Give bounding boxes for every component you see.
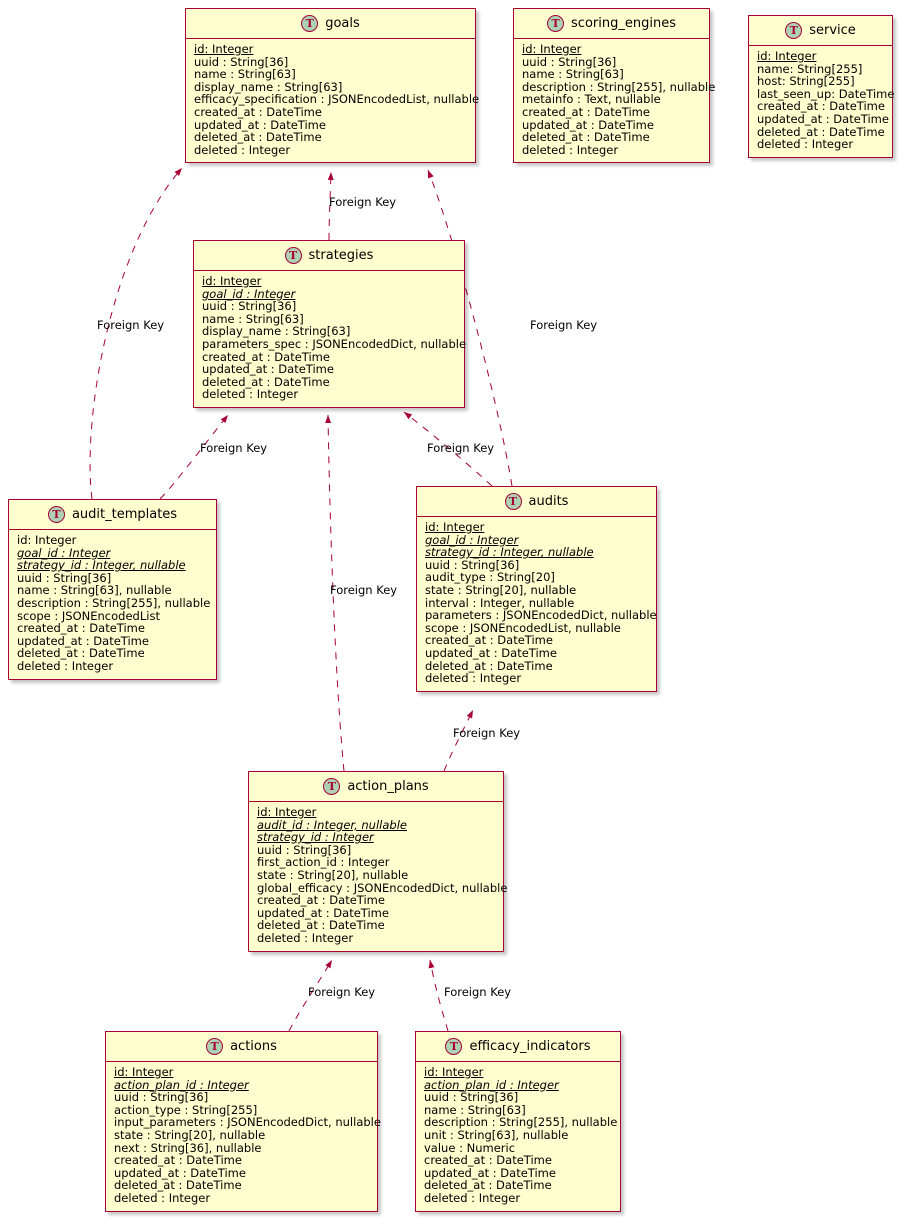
table-icon: T bbox=[505, 493, 522, 510]
field-row: created_at : DateTime bbox=[424, 1153, 552, 1168]
field-row: uuid : String[36] bbox=[424, 1090, 519, 1105]
entity-action_plans[interactable] bbox=[248, 771, 508, 952]
field-row: deleted : Integer bbox=[17, 658, 114, 673]
field-row: description : String[255], nullable bbox=[424, 1115, 618, 1130]
field-row: metainfo : Text, nullable bbox=[522, 92, 661, 107]
field-row: deleted : Integer bbox=[202, 387, 299, 402]
field-row: scope : JSONEncodedList bbox=[17, 608, 160, 623]
relationship-label: Foreign Key bbox=[444, 985, 512, 999]
field-row: deleted : Integer bbox=[194, 142, 291, 157]
field-row: interval : Integer, nullable bbox=[425, 595, 575, 610]
field-row: input_parameters : JSONEncodedDict, nullable bbox=[114, 1115, 381, 1130]
field-row: deleted_at : DateTime bbox=[425, 658, 553, 673]
entity-service[interactable] bbox=[748, 15, 893, 158]
field-row: uuid : String[36] bbox=[202, 299, 297, 314]
field-row: uuid : String[36] bbox=[194, 54, 289, 69]
entity-fields bbox=[417, 517, 656, 691]
table-icon: T bbox=[48, 506, 65, 523]
field-row: id: Integer bbox=[202, 274, 262, 288]
field-row: id: Integer bbox=[522, 42, 582, 56]
field-row: strategy_id : Integer, nullable bbox=[17, 558, 186, 573]
entity-title: audits bbox=[528, 494, 569, 509]
table-icon: T bbox=[301, 15, 318, 32]
relationship-label: Foreign Key bbox=[530, 318, 598, 332]
field-row: name : String[63], nullable bbox=[17, 583, 172, 598]
entity-title: efficacy_indicators bbox=[469, 1039, 591, 1054]
entity-header-goals bbox=[186, 9, 475, 39]
field-row: created_at : DateTime bbox=[17, 621, 145, 636]
field-row: id: Integer bbox=[194, 42, 254, 56]
field-row: deleted : Integer bbox=[424, 1190, 521, 1205]
relationship-label: Foreign Key bbox=[453, 726, 521, 740]
field-row: id: Integer bbox=[757, 49, 817, 63]
field-row: updated_at : DateTime bbox=[424, 1165, 556, 1180]
entity-header-actions bbox=[106, 1032, 377, 1062]
field-row: parameters : JSONEncodedDict, nullable bbox=[425, 608, 657, 623]
field-row: state : String[20], nullable bbox=[114, 1127, 266, 1142]
table-icon: T bbox=[785, 22, 802, 39]
field-row: name : String[63] bbox=[194, 67, 296, 82]
entity-header-service bbox=[749, 16, 892, 46]
field-row: next : String[36], nullable bbox=[114, 1140, 262, 1155]
entity-title: audit_templates bbox=[71, 507, 178, 522]
entity-header-action_plans bbox=[249, 772, 503, 802]
entity-fields bbox=[186, 39, 480, 162]
table-icon: T bbox=[323, 778, 340, 795]
entity-title: goals bbox=[325, 16, 360, 31]
entity-goals[interactable] bbox=[185, 8, 480, 163]
field-row: updated_at : DateTime bbox=[757, 111, 889, 126]
field-row: uuid : String[36] bbox=[522, 54, 617, 69]
entity-header-efficacy_indicators bbox=[416, 1032, 620, 1062]
field-row: audit_type : String[20] bbox=[425, 570, 555, 585]
entity-efficacy_indicators[interactable] bbox=[415, 1031, 621, 1212]
field-row: goal_id : Integer bbox=[202, 286, 296, 301]
field-row: display_name : String[63] bbox=[194, 79, 343, 94]
field-row: created_at : DateTime bbox=[202, 349, 330, 364]
entity-strategies[interactable] bbox=[193, 240, 465, 408]
field-row: uuid : String[36] bbox=[17, 570, 112, 585]
entity-title: actions bbox=[230, 1039, 277, 1054]
entity-audit_templates[interactable] bbox=[8, 499, 217, 680]
relationship-label: Foreign Key bbox=[330, 583, 398, 597]
field-row: updated_at : DateTime bbox=[522, 117, 654, 132]
field-row: name : String[63] bbox=[522, 67, 624, 82]
entity-fields bbox=[106, 1062, 381, 1211]
field-row: description : String[255], nullable bbox=[17, 595, 211, 610]
relationship-edge bbox=[90, 168, 182, 499]
field-row: uuid : String[36] bbox=[114, 1090, 209, 1105]
field-row: value : Numeric bbox=[424, 1140, 516, 1155]
entity-header-strategies bbox=[194, 241, 464, 271]
field-row: created_at : DateTime bbox=[114, 1153, 242, 1168]
field-row: efficacy_specification : JSONEncodedList, nullable bbox=[194, 92, 480, 107]
field-row: display_name : String[63] bbox=[202, 324, 351, 339]
table-icon: T bbox=[547, 15, 564, 32]
field-row: name: String[255] bbox=[757, 61, 863, 76]
field-row: created_at : DateTime bbox=[257, 893, 385, 908]
field-row: created_at : DateTime bbox=[522, 104, 650, 119]
field-row: last_seen_up: DateTime bbox=[757, 86, 895, 101]
field-row: deleted : Integer bbox=[757, 137, 854, 152]
field-row: created_at : DateTime bbox=[757, 99, 885, 114]
field-row: deleted_at : DateTime bbox=[522, 130, 650, 145]
relationship-edge bbox=[444, 710, 473, 771]
entity-header-audits bbox=[417, 487, 656, 517]
field-row: deleted_at : DateTime bbox=[17, 646, 145, 661]
table-icon: T bbox=[206, 1038, 223, 1055]
field-row: id: Integer bbox=[114, 1065, 174, 1079]
relationship-label: Foreign Key bbox=[97, 318, 165, 332]
table-icon: T bbox=[445, 1038, 462, 1055]
field-row: goal_id : Integer bbox=[17, 545, 111, 560]
entity-audits[interactable] bbox=[416, 486, 657, 692]
field-row: goal_id : Integer bbox=[425, 532, 519, 547]
field-row: created_at : DateTime bbox=[425, 633, 553, 648]
field-row: deleted : Integer bbox=[257, 930, 354, 945]
relationship-label: Foreign Key bbox=[308, 985, 376, 999]
table-icon: T bbox=[285, 247, 302, 264]
relationship-label: Foreign Key bbox=[329, 195, 397, 209]
field-row: strategy_id : Integer bbox=[257, 830, 374, 845]
field-row: parameters_spec : JSONEncodedDict, nullable bbox=[202, 336, 467, 351]
entity-fields bbox=[514, 39, 716, 162]
entity-fields bbox=[416, 1062, 620, 1211]
field-row: id: Integer bbox=[17, 533, 77, 547]
field-row: first_action_id : Integer bbox=[257, 855, 390, 870]
entity-scoring_engines[interactable] bbox=[513, 8, 716, 163]
field-row: deleted_at : DateTime bbox=[257, 918, 385, 933]
field-row: strategy_id : Integer, nullable bbox=[425, 545, 594, 560]
relationship-edge bbox=[160, 415, 228, 499]
field-row: unit : String[63], nullable bbox=[424, 1127, 569, 1142]
field-row: id: Integer bbox=[257, 805, 317, 819]
field-row: updated_at : DateTime bbox=[17, 633, 149, 648]
field-row: action_type : String[255] bbox=[114, 1102, 258, 1117]
entity-fields bbox=[249, 802, 508, 951]
entity-title: action_plans bbox=[347, 779, 429, 794]
field-row: created_at : DateTime bbox=[194, 104, 322, 119]
field-row: action_plan_id : Integer bbox=[424, 1077, 559, 1092]
field-row: deleted_at : DateTime bbox=[114, 1178, 242, 1193]
entity-title: service bbox=[809, 23, 856, 38]
relationship-label: Foreign Key bbox=[427, 441, 495, 455]
field-row: updated_at : DateTime bbox=[425, 645, 557, 660]
field-row: deleted : Integer bbox=[114, 1190, 211, 1205]
field-row: updated_at : DateTime bbox=[114, 1165, 246, 1180]
entity-actions[interactable] bbox=[105, 1031, 381, 1212]
field-row: host: String[255] bbox=[757, 74, 855, 89]
field-row: global_efficacy : JSONEncodedDict, nullable bbox=[257, 880, 508, 895]
entity-header-scoring_engines bbox=[514, 9, 709, 39]
entity-fields bbox=[9, 530, 216, 679]
field-row: id: Integer bbox=[425, 520, 485, 534]
field-row: updated_at : DateTime bbox=[202, 362, 334, 377]
field-row: scope : JSONEncodedList, nullable bbox=[425, 620, 621, 635]
field-row: deleted_at : DateTime bbox=[424, 1178, 552, 1193]
relationship-label: Foreign Key bbox=[200, 441, 268, 455]
entity-title: scoring_engines bbox=[571, 16, 676, 31]
field-row: state : String[20], nullable bbox=[257, 867, 409, 882]
field-row: uuid : String[36] bbox=[257, 842, 352, 857]
field-row: deleted_at : DateTime bbox=[757, 124, 885, 139]
field-row: uuid : String[36] bbox=[425, 557, 520, 572]
field-row: deleted_at : DateTime bbox=[194, 130, 322, 145]
field-row: deleted : Integer bbox=[425, 671, 522, 686]
entity-header-audit_templates bbox=[9, 500, 216, 530]
field-row: description : String[255], nullable bbox=[522, 79, 716, 94]
field-row: state : String[20], nullable bbox=[425, 582, 577, 597]
field-row: id: Integer bbox=[424, 1065, 484, 1079]
field-row: updated_at : DateTime bbox=[257, 905, 389, 920]
field-row: deleted : Integer bbox=[522, 142, 619, 157]
entity-fields bbox=[749, 46, 895, 157]
field-row: updated_at : DateTime bbox=[194, 117, 326, 132]
field-row: action_plan_id : Integer bbox=[114, 1077, 249, 1092]
entity-title: strategies bbox=[308, 248, 374, 263]
field-row: audit_id : Integer, nullable bbox=[257, 817, 407, 832]
entity-fields bbox=[194, 271, 467, 407]
field-row: deleted_at : DateTime bbox=[202, 374, 330, 389]
field-row: name : String[63] bbox=[202, 311, 304, 326]
field-row: name : String[63] bbox=[424, 1102, 526, 1117]
